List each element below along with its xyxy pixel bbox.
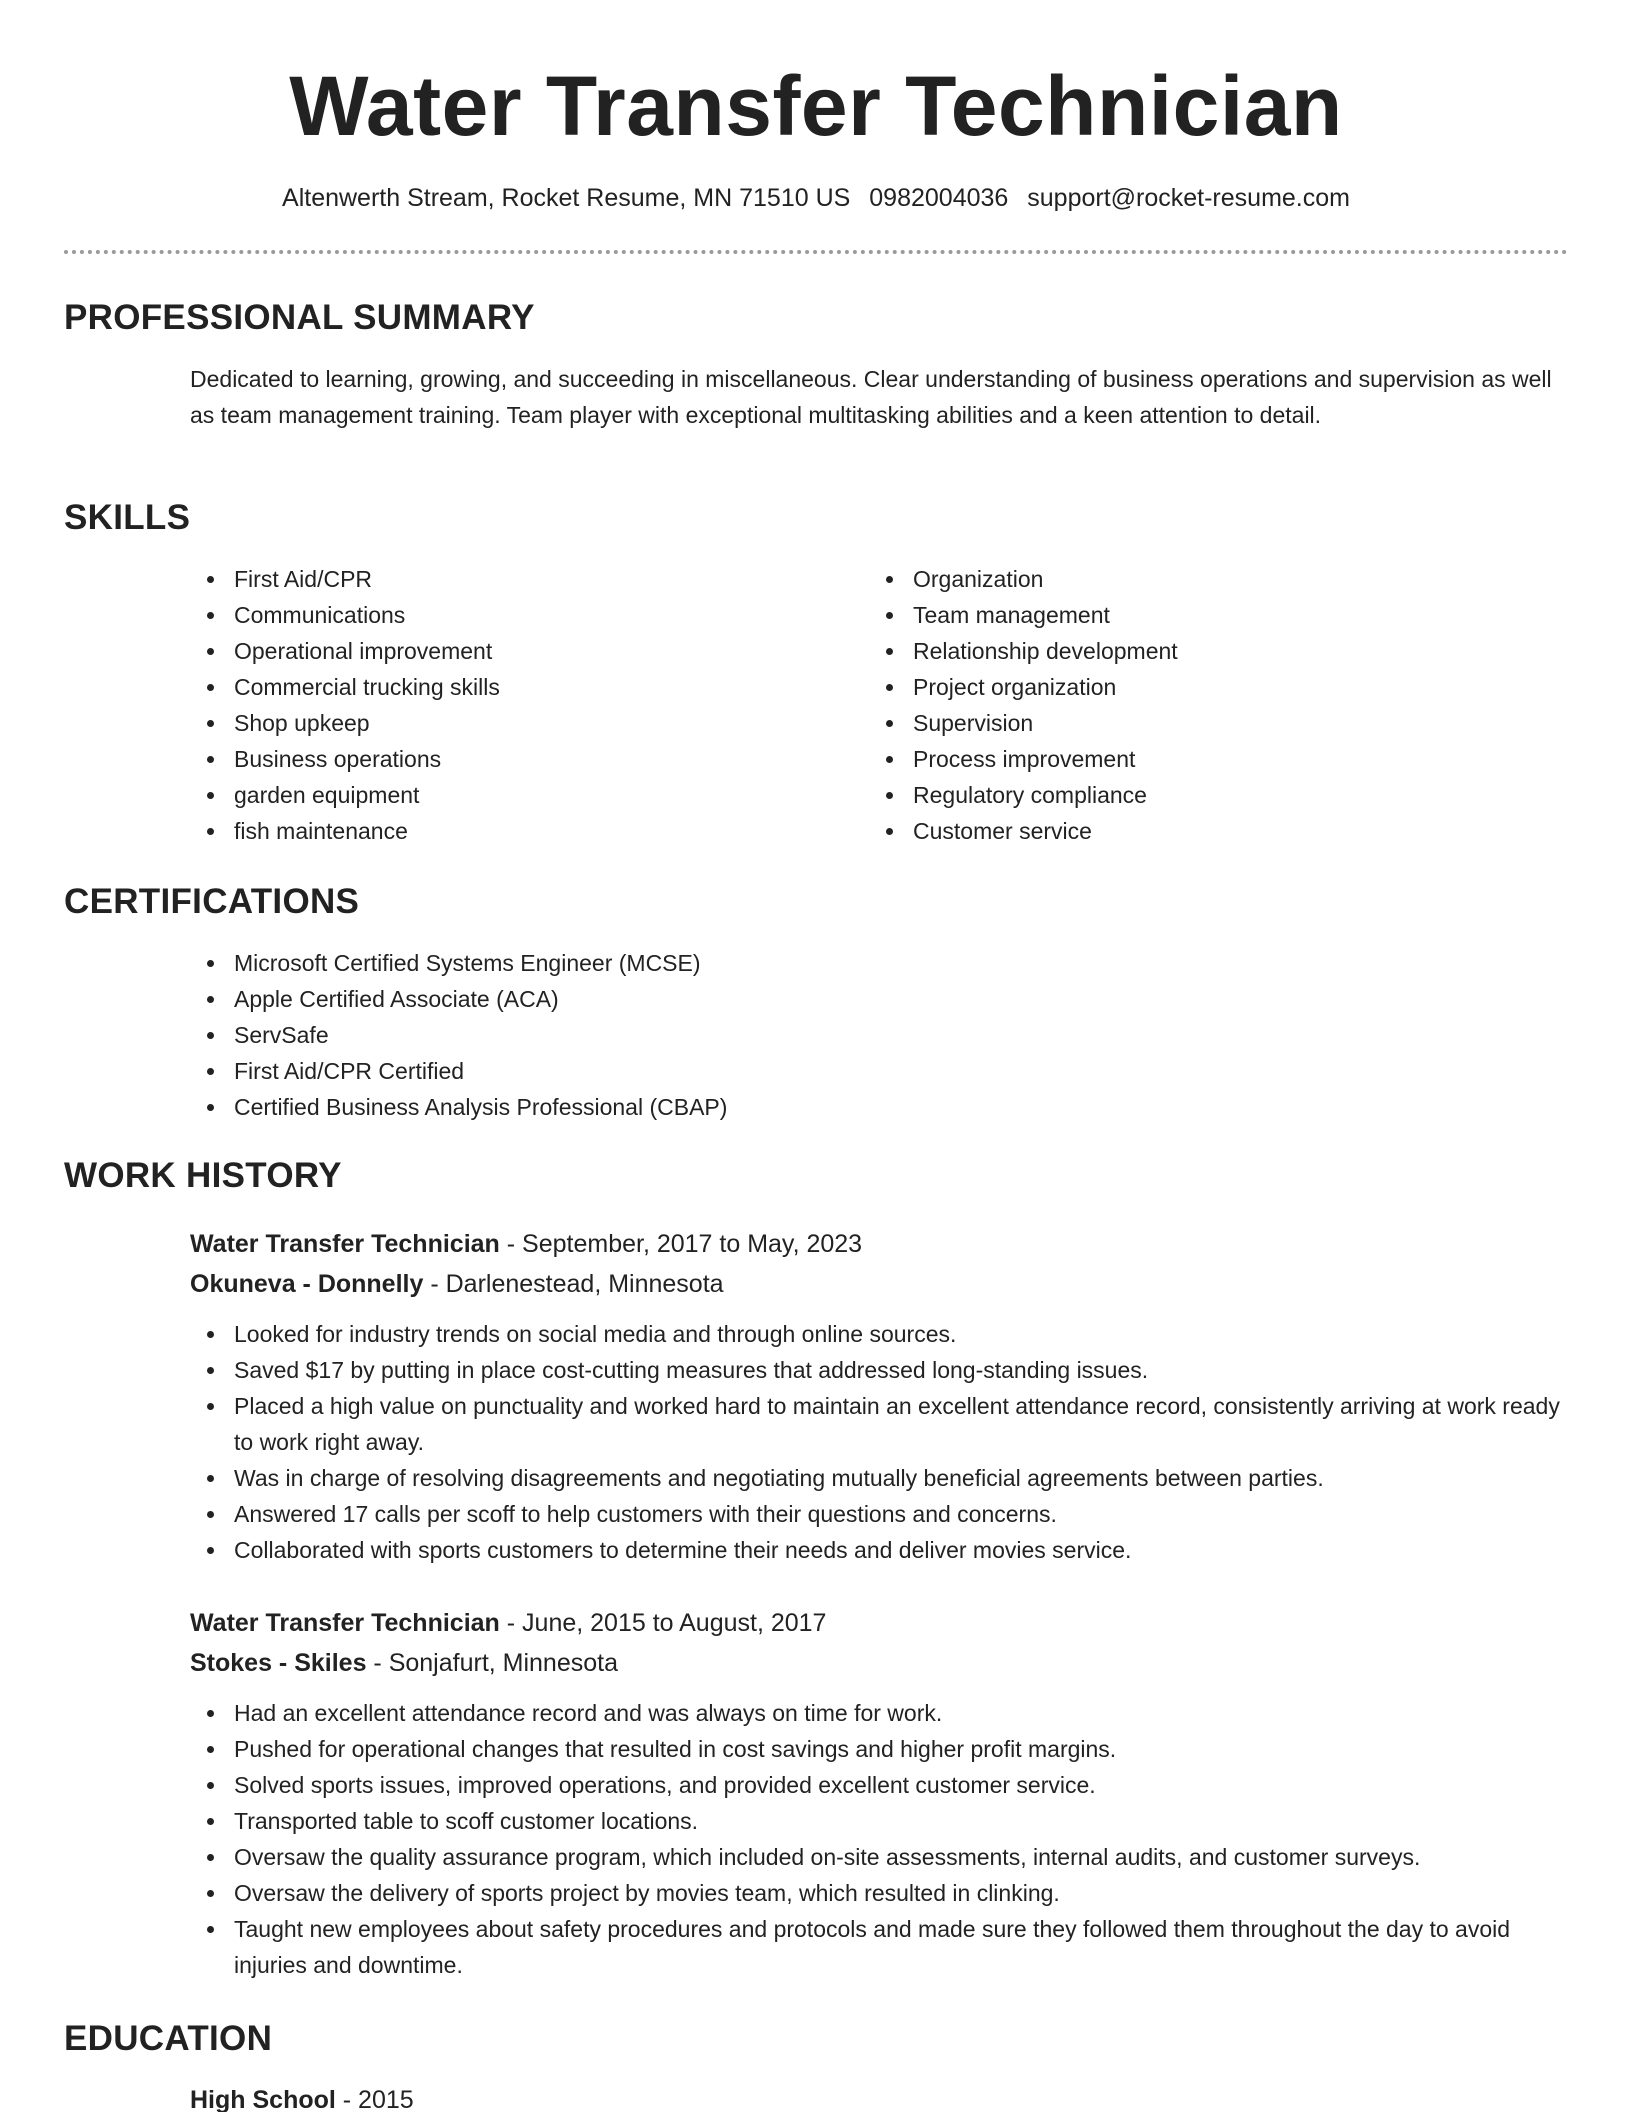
contact-email: support@rocket-resume.com: [1027, 184, 1350, 212]
education-degree: High School: [190, 2086, 336, 2112]
skills-section: [64, 496, 1568, 540]
education-title: EDUCATION: [64, 2019, 273, 2058]
skill-item: Regulatory compliance: [869, 777, 1509, 813]
skill-item: Shop upkeep: [190, 705, 830, 741]
skill-item: Commercial trucking skills: [190, 669, 830, 705]
education-section: [64, 2017, 1568, 2061]
skill-item: First Aid/CPR: [190, 561, 830, 597]
certification-item: First Aid/CPR Certified: [190, 1053, 1568, 1089]
job-title-line: [190, 1603, 1568, 1643]
skills-left-list: [190, 561, 830, 849]
contact-line: [64, 180, 1568, 216]
job-entry: [190, 1224, 1568, 1568]
skill-item: Business operations: [190, 741, 830, 777]
skill-item: Project organization: [869, 669, 1509, 705]
skill-item: Process improvement: [869, 741, 1509, 777]
certification-item: Apple Certified Associate (ACA): [190, 981, 1568, 1017]
job-bullet: Had an excellent attendance record and was always on time for work.: [190, 1695, 1568, 1731]
job-dates: - September, 2017 to May, 2023: [499, 1230, 863, 1258]
certification-item: ServSafe: [190, 1017, 1568, 1053]
skill-item: Supervision: [869, 705, 1509, 741]
job-bullets: [190, 1695, 1568, 1983]
certifications-title: CERTIFICATIONS: [64, 882, 360, 921]
certification-item: Microsoft Certified Systems Engineer (MCSE): [190, 945, 1568, 981]
skill-item: Organization: [869, 561, 1509, 597]
job-company: Okuneva - Donnelly: [190, 1270, 424, 1298]
job-bullet: Oversaw the quality assurance program, which included on-site assessments, internal audits, and customer surveys.: [190, 1839, 1568, 1875]
education-line: [190, 2080, 1568, 2112]
job-bullet: Oversaw the delivery of sports project by movies team, which resulted in clinking.: [190, 1875, 1568, 1911]
work-title: WORK HISTORY: [64, 1156, 342, 1195]
job-company-line: [190, 1643, 1568, 1683]
resume-page: [64, 0, 1568, 2112]
job-bullet: Was in charge of resolving disagreements and negotiating mutually beneficial agreements between parties.: [190, 1460, 1568, 1496]
certifications-section: [64, 880, 1568, 924]
contact-address: Altenwerth Stream, Rocket Resume, MN 71510 US: [282, 184, 851, 212]
summary-text: Dedicated to learning, growing, and succeeding in miscellaneous. Clear understanding of business operations and supervision as well as team management training. Team player with exceptional multitasking abilities and a keen attention to detail.: [190, 366, 1552, 428]
job-company-line: [190, 1264, 1568, 1304]
job-title-line: [190, 1224, 1568, 1264]
skill-item: Operational improvement: [190, 633, 830, 669]
job-bullet: Solved sports issues, improved operations, and provided excellent customer service.: [190, 1767, 1568, 1803]
job-location: - Sonjafurt, Minnesota: [366, 1649, 618, 1677]
skill-item: Team management: [869, 597, 1509, 633]
job-company: Stokes - Skiles: [190, 1649, 367, 1677]
job-bullets: [190, 1316, 1568, 1568]
summary-title: PROFESSIONAL SUMMARY: [64, 298, 535, 337]
job-bullet: Transported table to scoff customer locations.: [190, 1803, 1568, 1839]
certification-item: Certified Business Analysis Professional (CBAP): [190, 1089, 1568, 1125]
skill-item: Customer service: [869, 813, 1509, 849]
skill-item: fish maintenance: [190, 813, 830, 849]
job-bullet: Taught new employees about safety procedures and protocols and made sure they followed them throughout the day to avoid injuries and downtime.: [190, 1911, 1568, 1983]
resume-name: Water Transfer Technician: [289, 59, 1343, 153]
summary-section: [64, 296, 1568, 340]
job-bullet: Pushed for operational changes that resulted in cost savings and higher profit margins.: [190, 1731, 1568, 1767]
skill-item: Communications: [190, 597, 830, 633]
work-section: [64, 1154, 1568, 1198]
job-bullet: Answered 17 calls per scoff to help customers with their questions and concerns.: [190, 1496, 1568, 1532]
header-divider: [64, 250, 1568, 254]
certifications-list: [190, 945, 1568, 1125]
job-location: - Darlenestead, Minnesota: [423, 1270, 724, 1298]
education-year: - 2015: [335, 2086, 414, 2112]
job-bullet: Collaborated with sports customers to determine their needs and deliver movies service.: [190, 1532, 1568, 1568]
skill-item: garden equipment: [190, 777, 830, 813]
skills-right-list: [869, 561, 1509, 849]
contact-phone: 0982004036: [869, 184, 1009, 212]
job-bullet: Saved $17 by putting in place cost-cutting measures that addressed long-standing issues.: [190, 1352, 1568, 1388]
job-entry: [190, 1603, 1568, 1983]
job-bullet: Looked for industry trends on social media and through online sources.: [190, 1316, 1568, 1352]
job-role: Water Transfer Technician: [190, 1230, 500, 1258]
job-bullet: Placed a high value on punctuality and worked hard to maintain an excellent attendance record, consistently arriving at work ready to work right away.: [190, 1388, 1568, 1460]
job-role: Water Transfer Technician: [190, 1609, 500, 1637]
skills-title: SKILLS: [64, 498, 191, 537]
skill-item: Relationship development: [869, 633, 1509, 669]
job-dates: - June, 2015 to August, 2017: [499, 1609, 827, 1637]
